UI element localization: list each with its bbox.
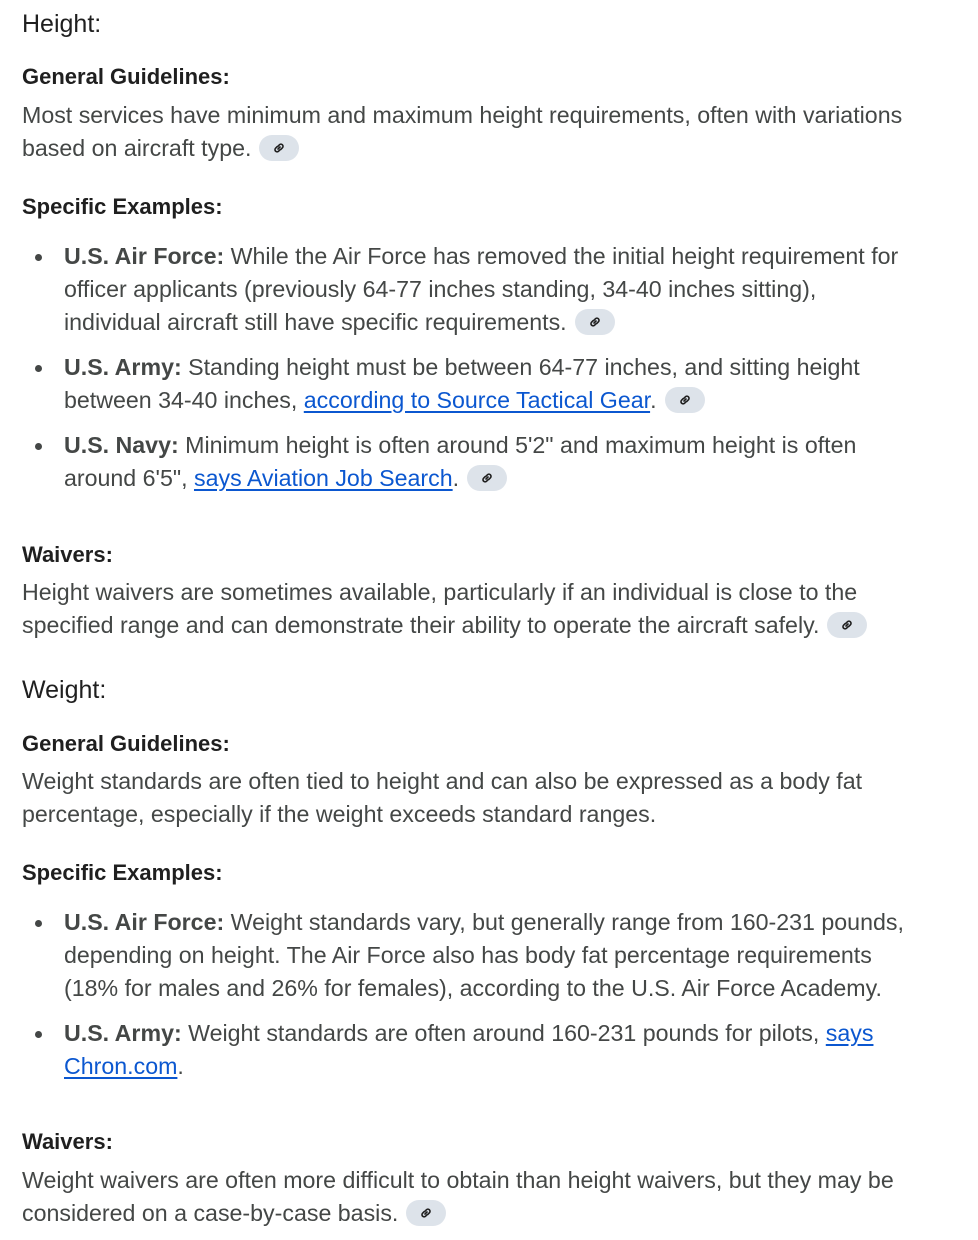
weight-general-heading: General Guidelines: bbox=[22, 731, 230, 756]
item-label: U.S. Army: bbox=[64, 354, 182, 380]
chron-link[interactable]: Chron.com bbox=[64, 1053, 178, 1079]
source-tactical-gear-link[interactable]: according to Source Tactical Gear bbox=[303, 387, 651, 413]
height-title: Height: bbox=[22, 10, 102, 38]
text-line bbox=[64, 1050, 972, 1083]
list-item bbox=[22, 906, 972, 1005]
height-examples-list bbox=[22, 240, 972, 495]
list-item bbox=[22, 429, 972, 495]
text-segment: around 6'5", bbox=[64, 465, 194, 491]
text-line bbox=[22, 1197, 894, 1230]
text-line bbox=[64, 906, 972, 939]
height-general-heading: General Guidelines: bbox=[22, 64, 230, 89]
list-item bbox=[22, 240, 972, 339]
link-icon bbox=[840, 618, 854, 632]
height-waivers-text bbox=[22, 576, 867, 642]
height-specific-heading: Specific Examples: bbox=[22, 194, 223, 219]
text-line: Weight waivers are often more difficult to obtain than height waivers, but they may be bbox=[22, 1167, 894, 1193]
text-line: depending on height. The Air Force also has body fat percentage requirements bbox=[64, 942, 872, 968]
text-segment: . bbox=[650, 387, 657, 413]
text-segment: While the Air Force has removed the initial height requirement for bbox=[224, 243, 899, 269]
text-line bbox=[64, 462, 972, 495]
link-icon bbox=[272, 141, 286, 155]
weight-title: Weight: bbox=[22, 676, 107, 704]
text-line bbox=[64, 384, 972, 417]
text-segment: . bbox=[177, 1053, 184, 1079]
text-line: Weight standards are often tied to height and can also be expressed as a body fat bbox=[22, 768, 863, 794]
weight-examples-list bbox=[22, 906, 972, 1083]
bullet-icon bbox=[35, 443, 42, 450]
link-icon bbox=[678, 393, 692, 407]
weight-specific-heading: Specific Examples: bbox=[22, 860, 223, 885]
weight-waivers-heading: Waivers: bbox=[22, 1129, 113, 1154]
item-label: U.S. Army: bbox=[64, 1020, 182, 1046]
text-line bbox=[64, 306, 972, 339]
item-label: U.S. Air Force: bbox=[64, 909, 225, 935]
text-segment: individual aircraft still have specific requirements. bbox=[64, 309, 567, 335]
link-icon bbox=[588, 315, 602, 329]
source-chip[interactable] bbox=[467, 465, 507, 491]
bullet-icon bbox=[35, 254, 42, 261]
text-line bbox=[22, 132, 902, 165]
item-label: U.S. Navy: bbox=[64, 432, 179, 458]
height-waivers-heading: Waivers: bbox=[22, 542, 113, 567]
text-line bbox=[64, 351, 972, 384]
text-line: (18% for males and 26% for females), according to the U.S. Air Force Academy. bbox=[64, 975, 882, 1001]
source-chip[interactable] bbox=[665, 387, 705, 413]
source-chip[interactable] bbox=[259, 135, 299, 161]
text-segment: between 34-40 inches, bbox=[64, 387, 304, 413]
height-general-text bbox=[22, 99, 902, 165]
text-segment: considered on a case-by-case basis. bbox=[22, 1200, 399, 1226]
text-line bbox=[64, 240, 972, 273]
bullet-icon bbox=[35, 365, 42, 372]
chron-link[interactable]: says bbox=[825, 1020, 874, 1046]
text-line: percentage, especially if the weight exceeds standard ranges. bbox=[22, 801, 657, 827]
bullet-icon bbox=[35, 1031, 42, 1038]
list-item bbox=[22, 351, 972, 417]
item-label: U.S. Air Force: bbox=[64, 243, 225, 269]
weight-waivers-text bbox=[22, 1164, 894, 1230]
text-line: Most services have minimum and maximum height requirements, often with variations bbox=[22, 102, 903, 128]
text-line bbox=[64, 429, 972, 462]
text-segment: Minimum height is often around 5'2" and maximum height is often bbox=[178, 432, 857, 458]
source-chip[interactable] bbox=[827, 612, 867, 638]
link-icon bbox=[419, 1206, 433, 1220]
source-chip[interactable] bbox=[575, 309, 615, 335]
source-chip[interactable] bbox=[406, 1200, 446, 1226]
aviation-job-search-link[interactable]: says Aviation Job Search bbox=[193, 465, 453, 491]
text-line bbox=[22, 609, 867, 642]
weight-general-text bbox=[22, 765, 862, 831]
text-segment: specified range and can demonstrate their ability to operate the aircraft safely. bbox=[22, 612, 820, 638]
text-line: officer applicants (previously 64-77 inches standing, 34-40 inches sitting), bbox=[64, 276, 817, 302]
text-segment: Standing height must be between 64-77 inches, and sitting height bbox=[181, 354, 860, 380]
text-segment: based on aircraft type. bbox=[22, 135, 252, 161]
link-icon bbox=[480, 471, 494, 485]
text-segment: Weight standards vary, but generally range from 160-231 pounds, bbox=[224, 909, 904, 935]
text-line: Height waivers are sometimes available, particularly if an individual is close to the bbox=[22, 579, 858, 605]
list-item bbox=[22, 1017, 972, 1083]
text-line bbox=[64, 1017, 972, 1050]
text-segment: Weight standards are often around 160-231 pounds for pilots, bbox=[181, 1020, 826, 1046]
text-segment: . bbox=[452, 465, 460, 491]
bullet-icon bbox=[35, 920, 42, 927]
